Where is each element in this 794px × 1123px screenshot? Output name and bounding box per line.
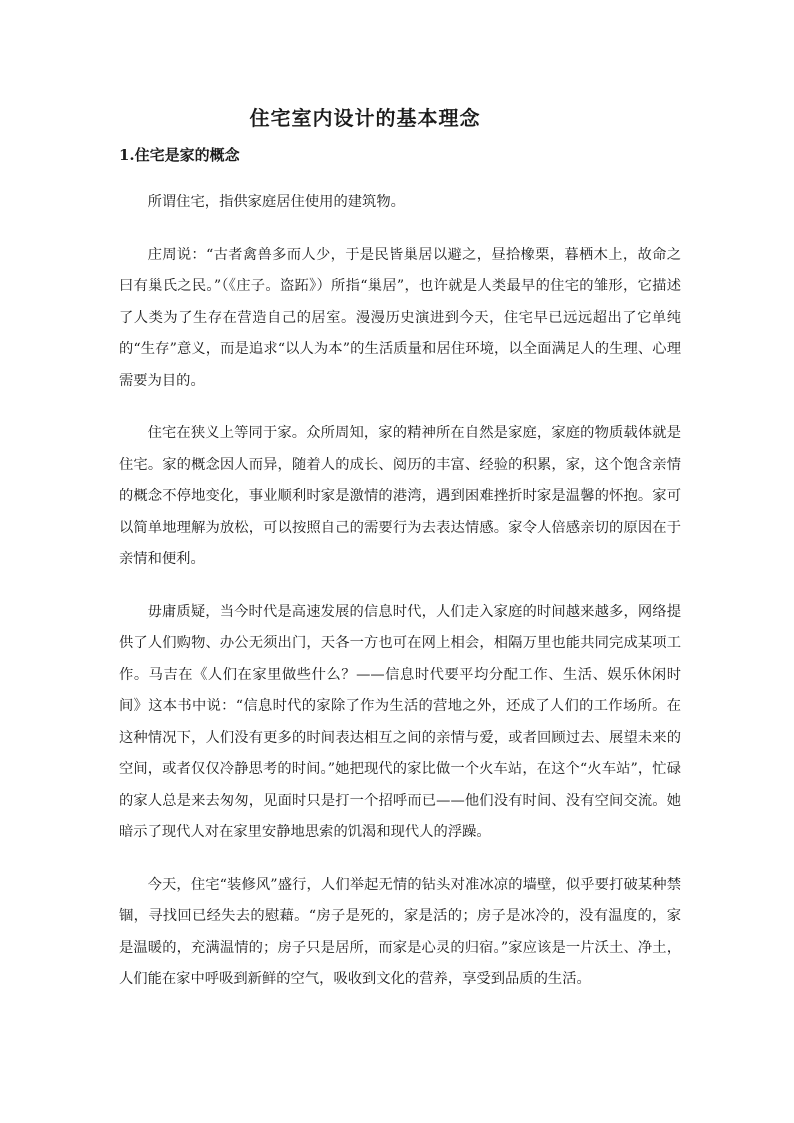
paragraph-3: 住宅在狭义上等同于家。众所周知，家的精神所在自然是家庭，家庭的物质载体就是住宅。家的概念因人而异，随着人的成长、阅历的丰富、经验的积累，家，这个饱含亲情的概念不停地变化，事业顺利时家是激情的港湾，遇到困难挫折时家是温馨的怀抱。家可以简单地理解为放松，可以按照自己的需要行为去表达情感。家令人倍感亲切的原因在于亲情和便利。 <box>119 425 681 567</box>
paragraph-4: 毋庸质疑，当今时代是高速发展的信息时代，人们走入家庭的时间越来越多，网络提供了人们购物、办公无须出门，天各一方也可在网上相会，相隔万里也能共同完成某项工作。马吉在《人们在家里做些什么？——信息时代要平均分配工作、生活、娱乐休闲时间》这本书中说：“信息时代的家除了作为生活的营地之外，还成了人们的工作场所。在这种情况下，人们没有更多的时间表达相互之间的亲情与爱，或者回顾过去、展望未来的空间，或者仅仅冷静思考的时间。”她把现代的家比做一个火车站，在这个“火车站”，忙碌的家人总是来去匆匆，见面时只是打一个招呼而已——他们没有时间、没有空间交流。她暗示了现代人对在家里安静地思索的饥渴和现代人的浮躁。 <box>119 603 681 840</box>
page-title: 住宅室内设计的基本理念 <box>249 106 481 130</box>
paragraph-2: 庄周说：“古者禽兽多而人少，于是民皆巢居以避之，昼拾橡栗，暮栖木上，故命之曰有巢氏之民。”（《庄子。盗跖》）所指“巢居”，也许就是人类最早的住宅的雏形，它描述了人类为了生存在营造自己的居室。漫漫历史演进到今天，住宅早已远远超出了它单纯的“生存”意义，而是追求“以人为本”的生活质量和居住环境，以全面满足人的生理、心理需要为目的。 <box>119 246 681 389</box>
paragraph-1: 所谓住宅，指供家庭居住使用的建筑物。 <box>147 194 405 210</box>
paragraph-5: 今天，住宅“装修风”盛行，人们举起无情的钻头对准冰凉的墙壁，似乎要打破某种禁锢，寻找回已经失去的慰藉。“房子是死的，家是活的；房子是冰冷的，没有温度的，家是温暖的，充满温情的；房子只是居所，而家是心灵的归宿。”家应该是一片沃土、净土，人们能在家中呼吸到新鲜的空气，吸收到文化的营养，享受到品质的生活。 <box>119 876 681 987</box>
document-body <box>119 187 681 1017</box>
section-heading: 1.住宅是家的概念 <box>119 146 240 164</box>
